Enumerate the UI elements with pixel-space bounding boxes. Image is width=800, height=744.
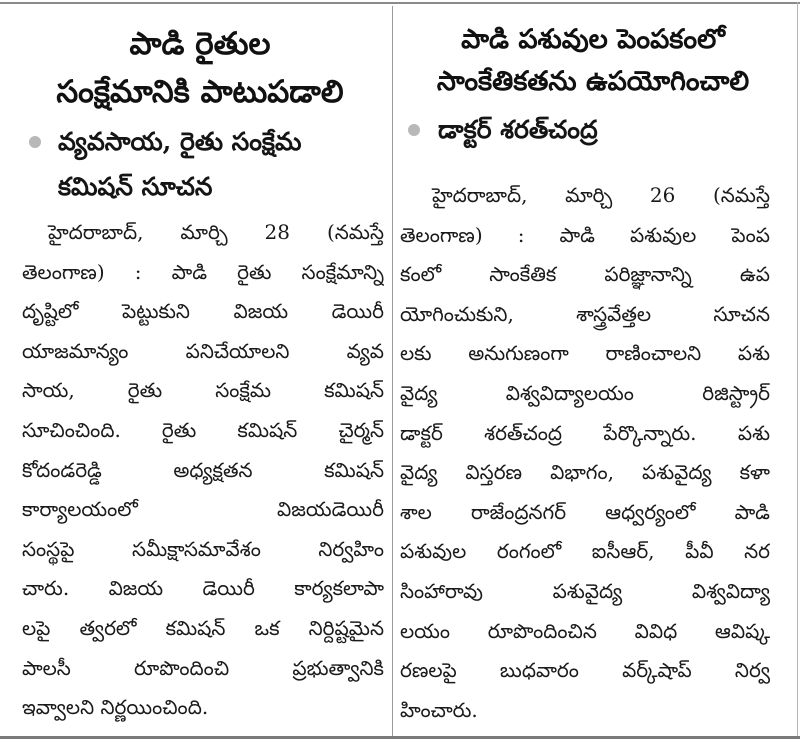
body-line: సూచించింది. రైతు కమిషన్ చైర్మన్ xyxy=(22,417,384,442)
body-line: హైదరాబాద్, మార్చి 28 (నమస్తే xyxy=(48,220,384,244)
left-headline-line-1: పాడి రైతుల xyxy=(129,26,271,62)
body-line: లపై త్వరలో కమిషన్ ఒక నిర్దిష్టమైన xyxy=(22,615,384,640)
body-line: యోగించుకుని, శాస్త్రవేత్తల సూచన xyxy=(400,301,770,326)
body-line: యాజమాన్యం పనిచేయాలని వ్యవ xyxy=(22,338,384,363)
body-line: డాక్టర్ శరత్‌చంద్ర పేర్కొన్నారు. పశు xyxy=(400,420,770,445)
body-line: లకు అనుగుణంగా రాణించాలని పశు xyxy=(400,341,770,366)
body-line: ఇవ్వాలని నిర్ణయించింది. xyxy=(22,695,209,720)
body-line: పశువుల రంగంలో ఐసీఆర్, పీవీ నర xyxy=(400,539,770,564)
body-line: వైద్య విశ్వవిద్యాలయం రిజిస్ట్రార్ xyxy=(400,380,770,405)
body-line: సంస్థపై సమీక్షాసమావేశం నిర్వహిం xyxy=(22,536,384,561)
body-line: వైద్య విస్తరణ విభాగం, పశువైద్య కళా xyxy=(400,460,770,485)
body-line: కార్యాలయంలో విజయడెయిరీ xyxy=(22,497,384,522)
top-rule xyxy=(0,2,800,4)
body-line: దృష్టిలో పెట్టుకుని విజయ డెయిరీ xyxy=(22,299,384,324)
right-edge-rule xyxy=(797,2,798,738)
body-line: హైదరాబాద్, మార్చి 26 (నమస్తే xyxy=(432,183,770,207)
body-line: కోదండరెడ్డి అధ్యక్షతన కమిషన్ xyxy=(22,457,384,482)
body-line: తెలంగాణ) : పాడి పశువుల పెంప xyxy=(400,222,770,247)
body-line: లయం రూపొందించిన వివిధ ఆవిష్క xyxy=(400,618,770,643)
body-line: తెలంగాణ) : పాడి రైతు సంక్షేమాన్ని xyxy=(22,259,384,284)
bullet-icon xyxy=(29,136,41,148)
left-headline-line-2: సంక్షేమానికి పాటుపడాలి xyxy=(56,74,344,110)
right-headline-line-2: సాంకేతికతను ఉపయోగించాలి xyxy=(436,66,750,97)
body-line: కంలో సాంకేతిక పరిజ్ఞానాన్ని ఉప xyxy=(400,262,770,287)
column-divider xyxy=(392,6,393,736)
right-article-body xyxy=(400,176,770,730)
body-line: సాయ, రైతు సంక్షేమ కమిషన్ xyxy=(22,378,384,403)
right-headline-line-1: పాడి పశువుల పెంపకంలో xyxy=(461,24,725,55)
body-line: పాలసీ రూపొందించి ప్రభుత్వానికి xyxy=(22,655,384,680)
right-subhead: డాక్టర్ శరత్‌చంద్ర xyxy=(438,115,598,144)
bullet-icon xyxy=(408,124,420,136)
body-line: శాల రాజేంద్రనగర్ ఆధ్వర్యంలో పాడి xyxy=(400,499,770,524)
body-line: రణలపై బుధవారం వర్క్‌షాప్ నిర్వ xyxy=(400,658,770,683)
body-line: సింహారావు పశువైద్య విశ్వవిద్యా xyxy=(400,578,770,603)
body-line: హించారు. xyxy=(400,697,478,722)
left-article-body xyxy=(22,213,384,728)
left-subhead-line-1: వ్యవసాయ, రైతు సంక్షేమ xyxy=(58,127,302,156)
bottom-rule xyxy=(0,736,800,739)
left-subhead-line-2: కమిషన్ సూచన xyxy=(58,172,213,201)
body-line: చారు. విజయ డెయిరీ కార్యకలాపా xyxy=(22,576,384,601)
